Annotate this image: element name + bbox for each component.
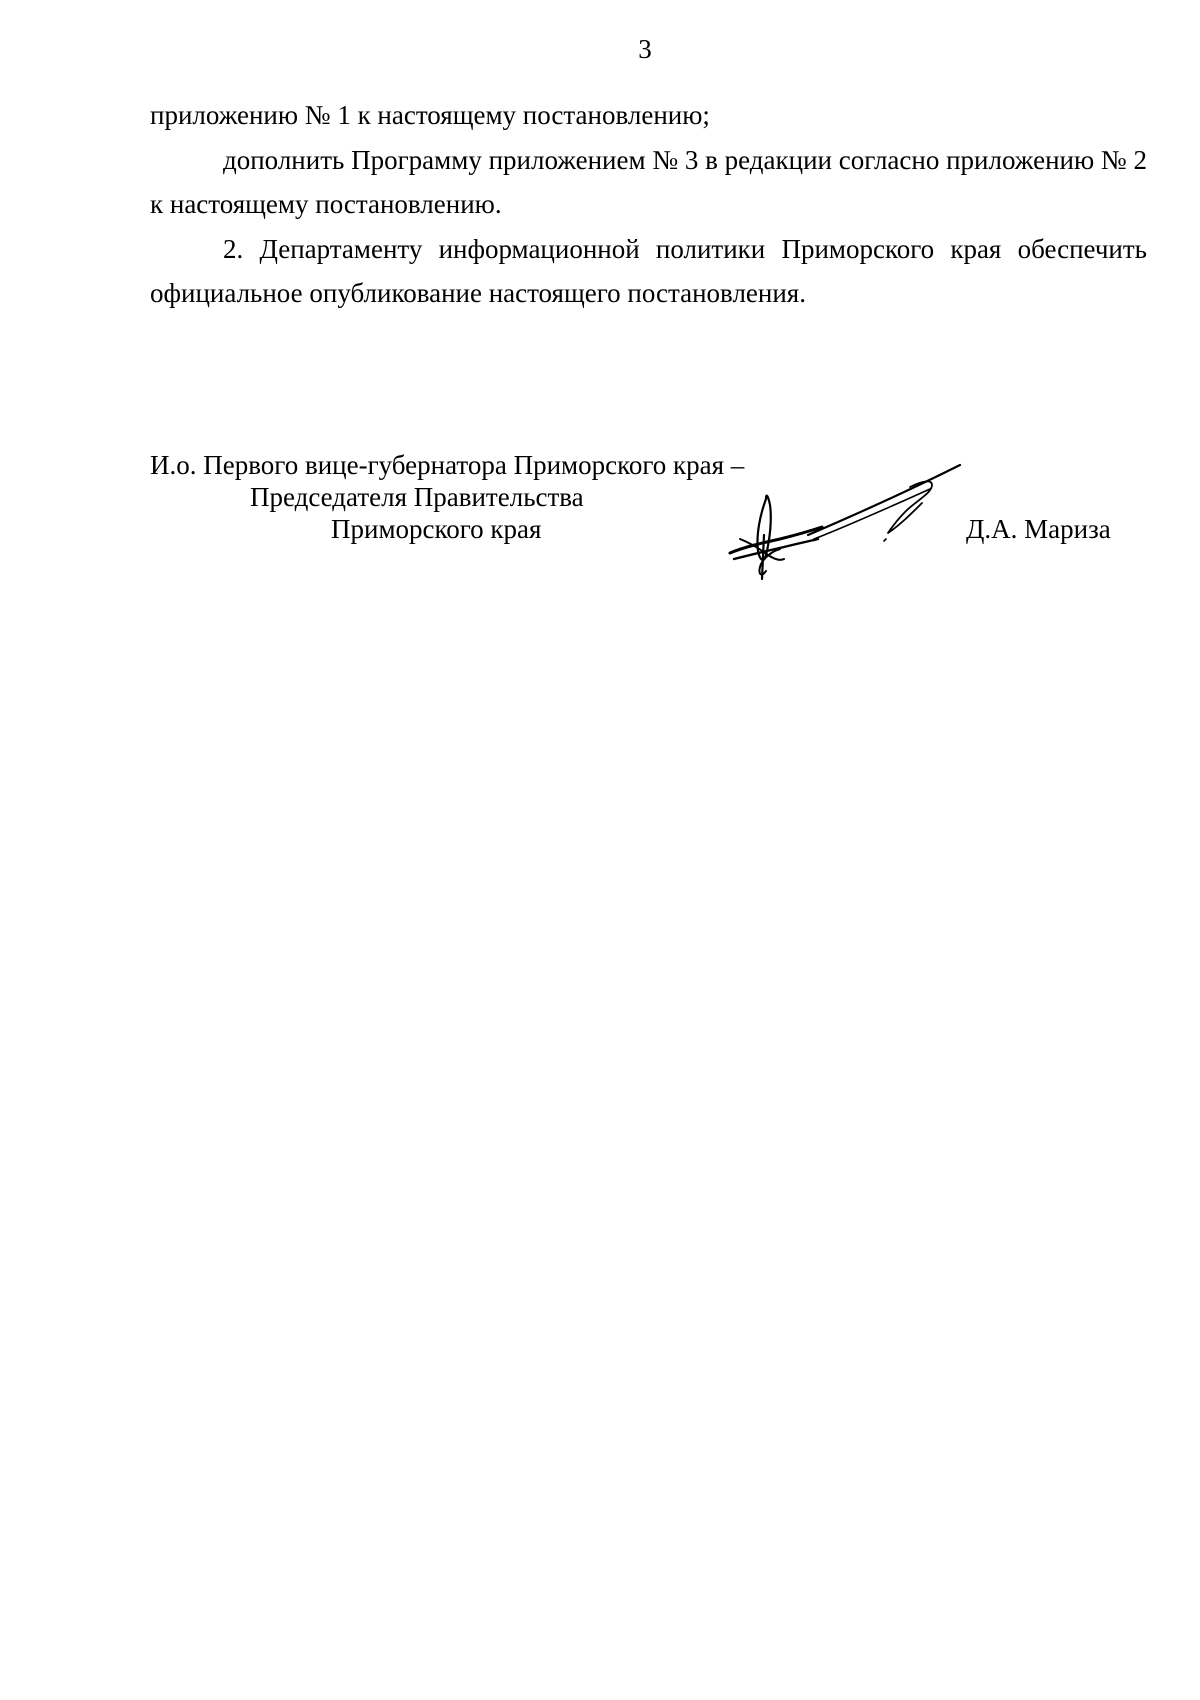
paragraph-continuation: приложению № 1 к настоящему постановлению;: [150, 100, 710, 130]
signatory-title: [150, 449, 744, 545]
paragraph-publication: 2. Департаменту информационной политики Приморского края обеспечить официальное опубликование настоящего постановления.: [150, 233, 1147, 308]
signatory-title-line-1: И.о. Первого вице-губернатора Приморского края –: [150, 450, 745, 480]
page-number: 3: [638, 34, 652, 64]
document-body: [150, 93, 1147, 316]
signatory-title-line-2: Председателя Правительства: [250, 482, 584, 512]
paragraph-amendment: дополнить Программу приложением № 3 в редакции согласно приложению № 2 к настоящему постановлению.: [150, 144, 1147, 219]
handwritten-signature: [710, 455, 1010, 585]
signer-name: Д.А. Мариза: [966, 514, 1111, 544]
signatory-title-line-3: Приморского края: [331, 514, 542, 544]
